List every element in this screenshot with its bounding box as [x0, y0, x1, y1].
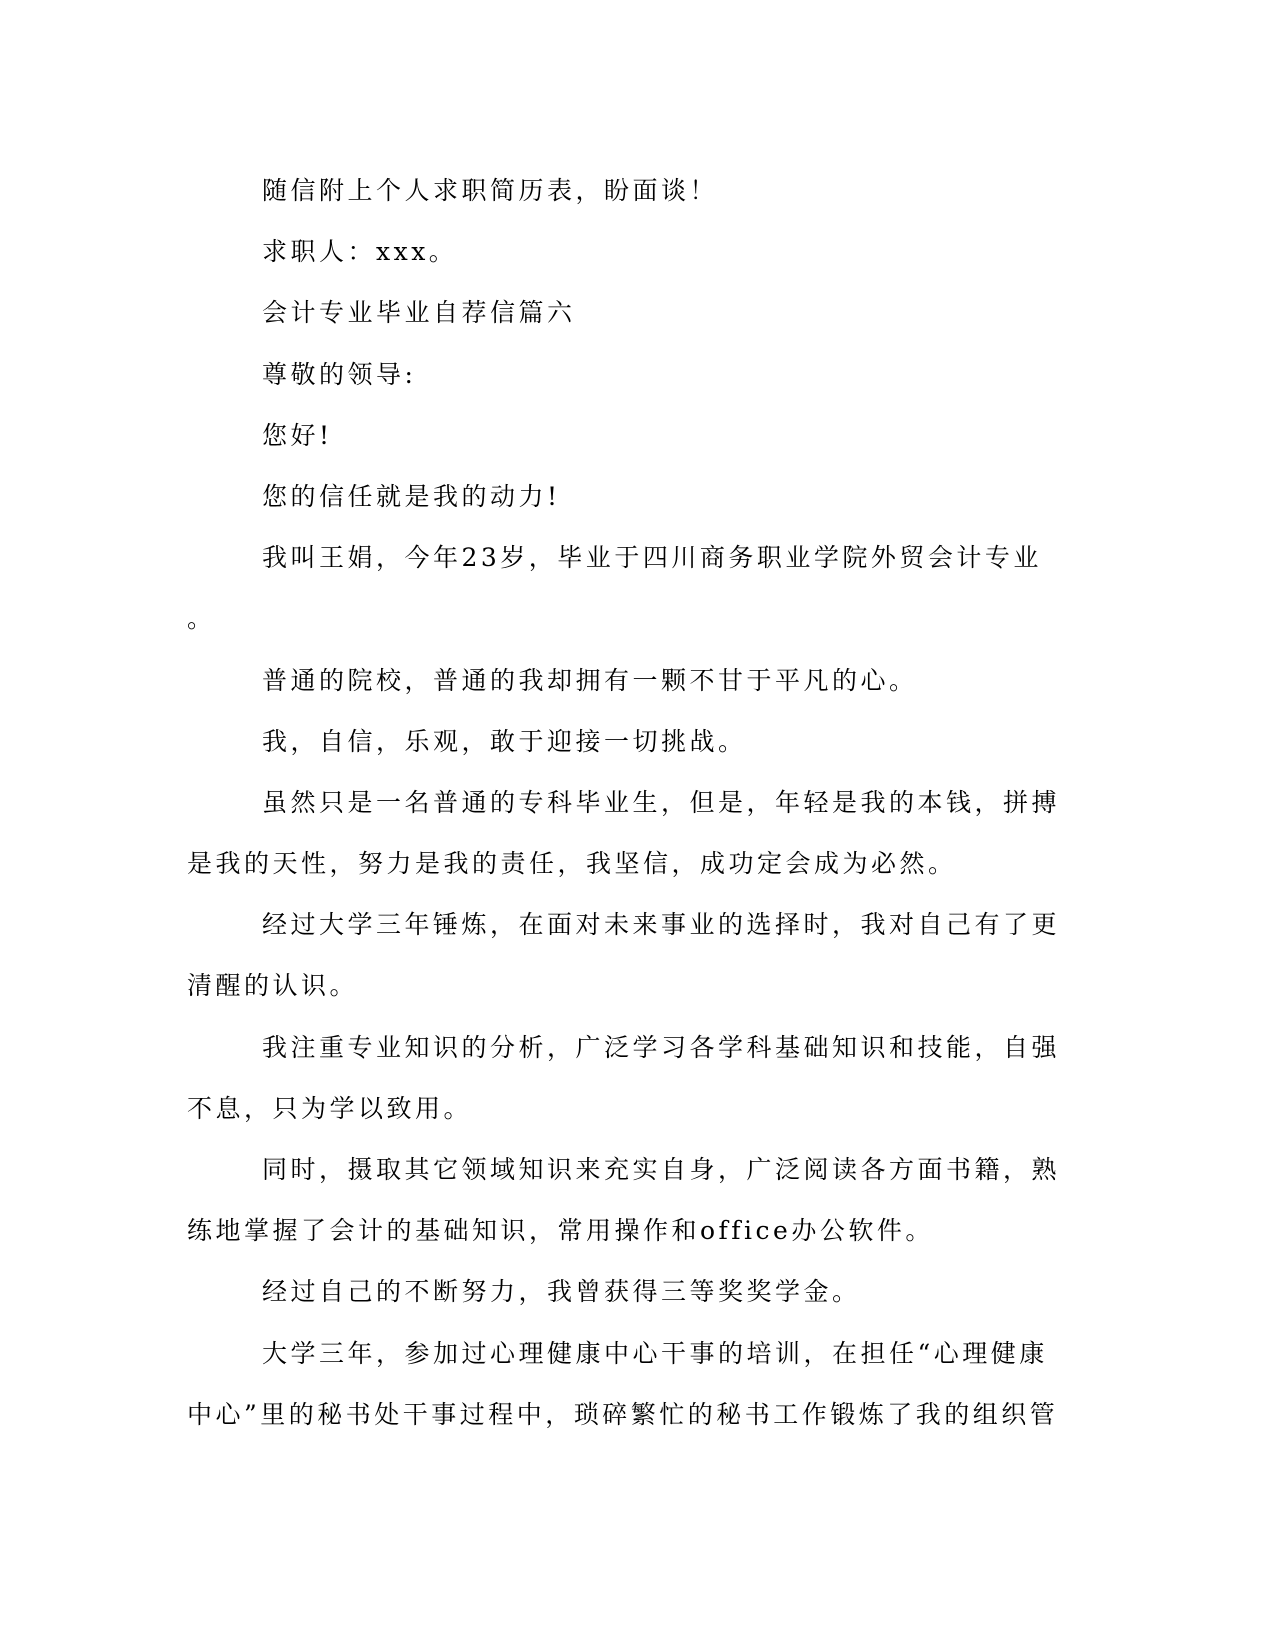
paragraph-line: 您的信任就是我的动力! [262, 481, 561, 511]
paragraph-line: 虽然只是一名普通的专科毕业生，但是，年轻是我的本钱，拼搏 [262, 787, 1061, 817]
paragraph-line: 同时，摄取其它领域知识来充实自身，广泛阅读各方面书籍，熟 [262, 1155, 1061, 1184]
paragraph-line-continuation: 中心”里的秘书处干事过程中，琐碎繁忙的秘书工作锻炼了我的组织管 [187, 1399, 1059, 1429]
paragraph-line: 经过大学三年锤炼，在面对未来事业的选择时，我对自己有了更 [262, 910, 1061, 940]
paragraph-line: 我注重专业知识的分析，广泛学习各学科基础知识和技能，自强 [262, 1032, 1061, 1062]
paragraph-line: 我叫王娟，今年23岁，毕业于四川商务职业学院外贸会计专业 [262, 543, 1042, 573]
section-title: 会计专业毕业自荐信篇六 [262, 298, 576, 328]
paragraph-line-continuation: 练地掌握了会计的基础知识，常用操作和office办公软件。 [187, 1216, 934, 1246]
paragraph-line-continuation: 。 [187, 604, 216, 634]
paragraph-line: 我，自信，乐观，敢于迎接一切挑战。 [262, 726, 747, 756]
paragraph-line: 普通的院校，普通的我却拥有一颗不甘于平凡的心。 [262, 665, 918, 695]
greeting: 您好! [262, 420, 333, 450]
paragraph-line-continuation: 是我的天性，努力是我的责任，我坚信，成功定会成为必然。 [187, 849, 957, 879]
paragraph-line: 随信附上个人求职简历表，盼面谈！ [262, 176, 719, 205]
salutation: 尊敬的领导: [262, 359, 417, 389]
paragraph-line: 经过自己的不断努力，我曾获得三等奖奖学金。 [262, 1277, 861, 1307]
paragraph-line: 求职人：xxx。 [262, 237, 458, 267]
paragraph-line-continuation: 不息，只为学以致用。 [187, 1093, 473, 1123]
paragraph-line-continuation: 清醒的认识。 [187, 971, 359, 1001]
letter-body [187, 160, 1087, 1445]
paragraph-line: 大学三年，参加过心理健康中心干事的培训，在担任“心理健康 [262, 1338, 1048, 1368]
